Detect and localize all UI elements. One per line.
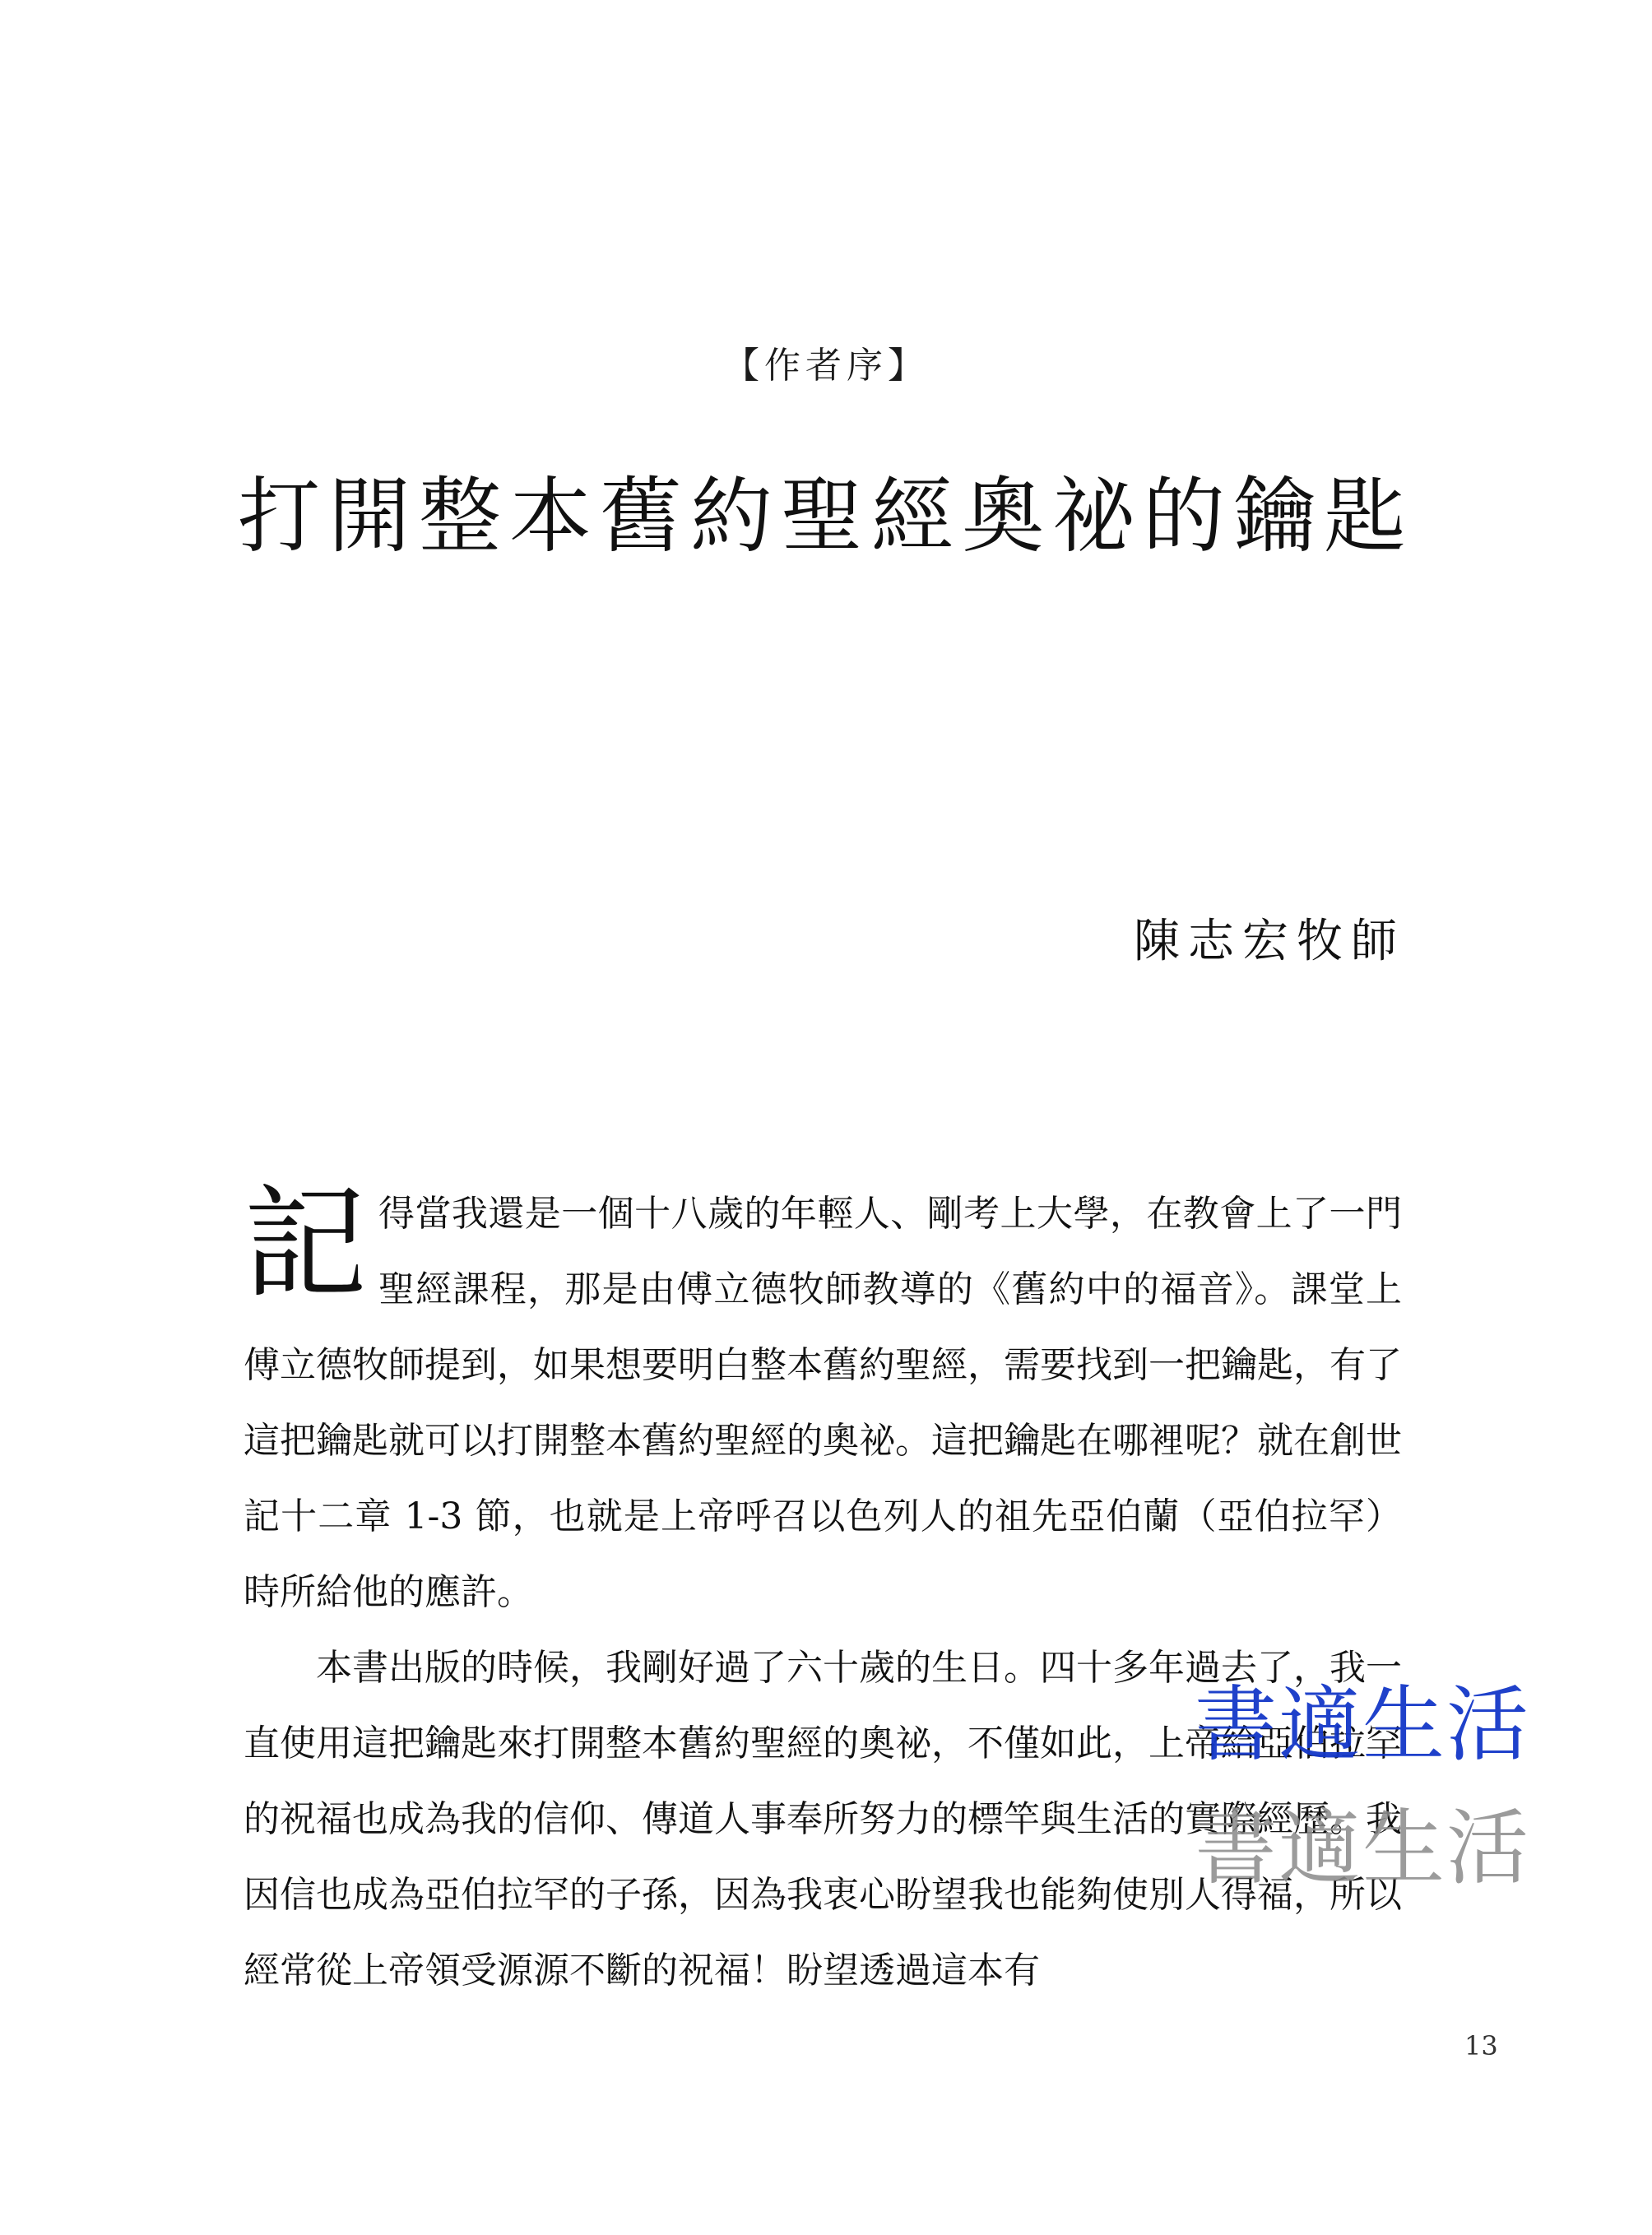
page-title: 打開整本舊約聖經奧祕的鑰匙 [238, 468, 1414, 564]
section-label: 【作者序】 [723, 345, 929, 387]
page-number: 13 [1464, 2030, 1498, 2061]
drop-cap: 記 [244, 1173, 368, 1316]
watermark-gray: 書適生活 [1195, 1800, 1530, 1896]
paragraph-1 [244, 1173, 1402, 1630]
paragraph-2: 本書出版的時候，我剛好過了六十歲的生日。四十多年過去了，我一直使用這把鑰匙來打開整本舊約聖經的奧祕，不僅如此，上帝給亞伯拉罕的祝福也成為我的信仰、傳道人事奉所努力的標竿與生活的實際經歷。我因信也成為亞伯拉罕的子孫，因為我衷心盼望我也能夠使別人得福，所以經常從上帝領受源源不斷的祝福！盼望透過這本有 [244, 1647, 1402, 1992]
paragraph-1-text: 得當我還是一個十八歲的年輕人、剛考上大學，在教會上了一門聖經課程，那是由傅立德牧師教導的《舊約中的福音》。課堂上傅立德牧師提到，如果想要明白整本舊約聖經，需要找到一把鑰匙，有了這把鑰匙就可以打開整本舊約聖經的奧祕。這把鑰匙在哪裡呢？就在創世記十二章 1-3 節，也就是上帝呼召以色列人的祖先亞伯蘭（亞伯拉罕）時所給他的應許。 [244, 1193, 1402, 1613]
author-name: 陳志宏牧師 [1134, 915, 1405, 968]
watermark-blue: 書適生活 [1195, 1676, 1530, 1773]
